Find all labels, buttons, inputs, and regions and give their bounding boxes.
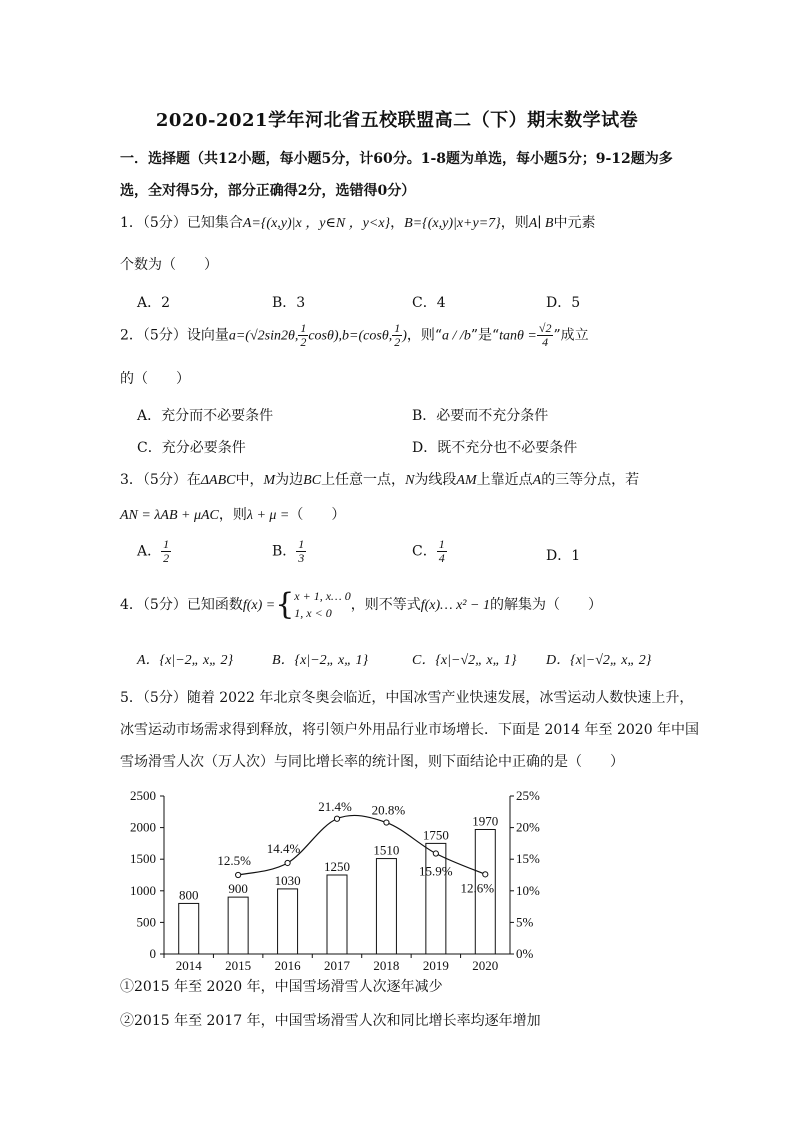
bar-value-label: 1970: [472, 813, 499, 829]
q3-option-a-fraction: [161, 538, 171, 565]
question-1-stem: [120, 212, 595, 232]
x-tick-label: 2017: [324, 958, 350, 970]
section-heading-line2: 选，全对得5分，部分正确得2分，选错得0分）: [120, 183, 416, 199]
q3-t2: 为边: [275, 472, 304, 488]
q2-mid1: ，则“: [406, 327, 443, 344]
q2-parallel: a / /b: [442, 328, 471, 344]
q3-t5: 上靠近点: [476, 472, 533, 488]
q3-t6: 的三等分点，若: [541, 472, 640, 488]
q3-option-a-label: A．: [137, 543, 162, 560]
y2-tick-label: 25%: [516, 788, 540, 803]
q2-mid2: ”是“: [470, 327, 500, 344]
bar: [426, 843, 446, 954]
question-2-line2: 的（ ）: [120, 371, 190, 387]
bar-value-label: 1510: [373, 842, 400, 858]
q1-prefix: 1．（5分）已知集合: [120, 215, 243, 231]
question-4-stem: [120, 588, 602, 622]
question-5-line1: 5．（5分）随着 2022 年北京冬奥会临近，中国冰雪产业快速发展，冰雪运动人数快速上升，: [120, 690, 694, 706]
question-2-stem: [120, 322, 589, 349]
y-tick-label: 1500: [130, 851, 156, 867]
q3-t3: 上任意一点，: [321, 472, 406, 488]
q3-a-num: 1: [163, 537, 170, 551]
y-tick-label: 2000: [130, 819, 156, 835]
q1-option-b[interactable]: B．3: [272, 295, 306, 311]
q3-point-m: M: [263, 473, 276, 488]
q2-a-frac-den: 2: [300, 335, 307, 349]
bar: [278, 889, 298, 954]
q2-b-frac-num: 1: [394, 321, 401, 335]
q1-intersection: A∣ B: [528, 216, 554, 231]
q4-option-a[interactable]: A．{x|−2„ x„ 2}: [137, 653, 234, 668]
q3-vector-equation: AN = λAB + μAC: [120, 508, 219, 523]
q4-prefix: 4．（5分）已知函数: [120, 597, 243, 613]
bar-value-label: 900: [228, 881, 248, 897]
q3-c-num: 1: [438, 537, 445, 551]
bar: [179, 903, 199, 954]
q1-sep: ，: [390, 215, 405, 231]
growth-rate-label: 12.6%: [460, 880, 495, 896]
q4-case2: 1, x < 0: [294, 606, 332, 620]
y-tick-label: 0: [149, 946, 156, 961]
q4-option-d[interactable]: D．{x|−√2„ x„ 2}: [546, 653, 652, 668]
bar-value-label: 1250: [324, 859, 350, 874]
q5-statement-2: ②2015 年至 2017 年，中国雪场滑雪人次和同比增长率均逐年增加: [120, 1013, 541, 1029]
q2-a-fraction: [298, 322, 308, 349]
bar: [228, 897, 248, 954]
q2-tan: tanθ =: [499, 328, 537, 344]
q3-t7: ，则: [218, 507, 247, 523]
y-tick-label: 500: [136, 914, 156, 930]
q4-cases: [294, 588, 350, 622]
q3-triangle: ΔABC: [200, 473, 236, 488]
q2-a-tail: cosθ),: [308, 328, 343, 344]
q3-t8: （ ）: [289, 507, 346, 523]
q3-prefix: 3．（5分）在: [120, 472, 201, 488]
growth-rate-label: 14.4%: [266, 840, 301, 856]
q3-option-b-label: B．: [272, 543, 297, 560]
q3-option-b[interactable]: [272, 538, 306, 565]
y-tick-label: 1000: [130, 882, 156, 898]
q3-bc: BC: [303, 473, 322, 488]
q1-set-a: A={(x,y)|x ，y∈N ，y<x}: [242, 216, 391, 231]
q5-statement-1: ①2015 年至 2020 年，中国雪场滑雪人次逐年减少: [120, 979, 443, 995]
y2-tick-label: 0%: [516, 946, 534, 961]
q2-a-frac-num: 1: [300, 321, 307, 335]
q3-c-den: 4: [438, 551, 445, 565]
y2-tick-label: 10%: [516, 882, 540, 898]
bar-value-label: 1030: [274, 872, 301, 888]
q4-option-b[interactable]: B．{x|−2„ x„ 1}: [272, 653, 369, 668]
x-tick-label: 2018: [373, 958, 400, 970]
q3-am: AM: [456, 473, 477, 488]
bar-value-label: 800: [178, 887, 199, 903]
q2-tail: ”成立: [553, 327, 589, 344]
growth-point: [334, 816, 339, 821]
q4-tail: 的解集为（ ）: [489, 597, 602, 613]
question-1-line2: 个数为（ ）: [120, 257, 218, 273]
q2-option-a[interactable]: A．充分而不必要条件: [137, 408, 274, 424]
q3-point-a: A: [532, 473, 542, 488]
x-tick-label: 2019: [422, 958, 449, 970]
ski-visits-chart: [118, 784, 558, 970]
growth-rate-label: 12.5%: [217, 853, 251, 868]
growth-point: [433, 851, 438, 856]
question-3-stem: [120, 469, 639, 489]
q3-option-b-fraction: [296, 538, 306, 565]
q2-tan-den: 4: [542, 335, 549, 349]
q3-option-c-label: C．: [412, 543, 437, 560]
bar-value-label: 1750: [422, 827, 449, 843]
q3-option-c[interactable]: [412, 538, 447, 565]
q1-option-d[interactable]: D．5: [546, 295, 581, 311]
x-tick-label: 2016: [274, 958, 301, 970]
q2-option-b[interactable]: B．必要而不充分条件: [412, 408, 549, 424]
section-heading-line1: 一．选择题（共12小题，每小题5分，计60分。1-8题为单选，每小题5分；9-12题为多: [120, 151, 673, 167]
y2-tick-label: 15%: [516, 851, 540, 867]
y2-tick-label: 5%: [516, 914, 534, 930]
q3-t4: 为线段: [414, 472, 457, 488]
q1-option-a[interactable]: A．2: [137, 295, 171, 311]
q3-point-n: N: [405, 473, 415, 488]
q4-inequality: f(x)… x² − 1: [420, 598, 490, 613]
q2-tan-fraction: [537, 322, 554, 349]
q2-option-d[interactable]: D．既不充分也不必要条件: [412, 440, 578, 456]
q2-option-c[interactable]: C．充分必要条件: [137, 440, 246, 456]
x-tick-label: 2015: [225, 958, 252, 970]
growth-point: [483, 872, 488, 877]
bar: [327, 875, 347, 954]
q3-a-den: 2: [163, 551, 170, 565]
y2-tick-label: 20%: [516, 819, 540, 835]
q4-fx: f(x) =: [242, 598, 276, 613]
q1-option-c[interactable]: C．4: [412, 295, 446, 311]
x-tick-label: 2014: [175, 958, 202, 970]
page-title: 2020-2021学年河北省五校联盟高二（下）期末数学试卷: [155, 110, 639, 131]
growth-point: [285, 860, 290, 865]
q3-option-c-fraction: [437, 538, 447, 565]
q4-option-c[interactable]: C．{x|−√2„ x„ 1}: [412, 653, 517, 668]
bar: [376, 859, 396, 954]
q3-b-den: 3: [298, 551, 305, 565]
question-5-line3: 雪场滑雪人次（万人次）与同比增长率的统计图，则下面结论中正确的是（ ）: [120, 754, 624, 770]
q3-option-d[interactable]: D．1: [546, 548, 581, 564]
q4-case1: x + 1, x… 0: [294, 589, 351, 603]
q2-b-fraction: [392, 322, 402, 349]
growth-rate-label: 15.9%: [419, 863, 453, 879]
x-tick-label: 2020: [472, 958, 499, 970]
y-tick-label: 2500: [130, 788, 156, 803]
growth-point: [384, 820, 389, 825]
q2-b-tail: ): [402, 328, 407, 344]
growth-rate-label: 21.4%: [318, 798, 352, 814]
q4-mid: ，则不等式: [350, 597, 421, 613]
q3-t1: 中，: [235, 472, 264, 488]
q3-b-num: 1: [298, 537, 305, 551]
question-3-line2: [120, 504, 345, 524]
q2-tan-num: √2: [538, 321, 552, 335]
q2-vector-a: a=(√2sin2θ,: [228, 328, 299, 344]
q1-set-b: B={(x,y)|x+y=7}: [404, 216, 501, 231]
growth-point: [236, 872, 241, 877]
q1-mid: ，则: [500, 215, 529, 231]
q2-prefix: 2．（5分）设向量: [120, 327, 229, 344]
q3-sum: λ + μ =: [246, 508, 290, 523]
q3-option-a[interactable]: [137, 538, 171, 565]
q2-b-frac-den: 2: [394, 335, 401, 349]
growth-rate-label: 20.8%: [371, 802, 406, 818]
q2-vector-b: b=(cosθ,: [342, 328, 393, 344]
question-5-line2: 冰雪运动市场需求得到释放，将引领户外用品行业市场增长．下面是 2014 年至 2020 年中国: [120, 722, 700, 738]
q1-tail: 中元素: [553, 215, 596, 231]
brace-icon: {: [275, 587, 295, 622]
